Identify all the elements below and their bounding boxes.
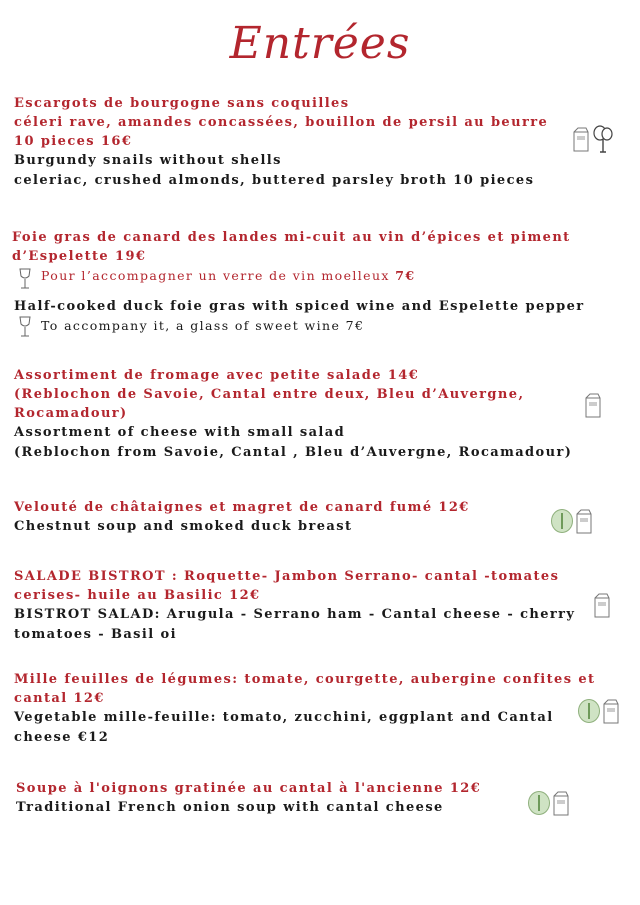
dish-1-en-line-1: Burgundy snails without shells [14,153,282,168]
dish-2-fr-line-2: d’Espelette 19€ [12,249,147,264]
dish-1-en-line-2: celeriac, crushed almonds, buttered parsley broth 10 pieces [14,173,535,188]
page-title: Entrées [229,18,411,69]
carton-icon [584,391,602,419]
carton-icon [602,697,620,725]
wine-glass-icon [18,268,32,290]
dish-2-wine-fr-price: 7€ [395,268,416,283]
dish-6-icons [578,697,620,725]
dish-3-fr-line-2: (Reblochon de Savoie, Cantal entre deux, Bleu d’Auvergne, [14,387,525,402]
dish-1-fr-line-1: Escargots de bourgogne sans coquilles [14,96,350,111]
dish-2-wine-fr-text: Pour l’accompagner un verre de vin moelleux [41,268,390,283]
wine-glass-icon [18,316,32,338]
dish-7-fr-line-1: Soupe à l'oignons gratinée au cantal à l'ancienne 12€ [16,781,482,796]
carton-icon [593,591,611,619]
carton-icon [572,125,590,153]
dish-5-icons [593,591,611,619]
dish-5-fr-line-2: cerises- huile au Basilic 12€ [14,588,261,603]
dish-7-en-line-1: Traditional French onion soup with cantal cheese [16,800,444,815]
dish-3-en-line-1: Assortment of cheese with small salad [14,425,346,440]
dish-4-icons [551,507,593,535]
dish-4-en-line-1: Chestnut soup and smoked duck breast [14,519,353,534]
carton-icon [552,789,570,817]
nut-icon [578,699,600,723]
dish-5-fr-line-1: SALADE BISTROT : Roquette- Jambon Serrano- cantal -tomates [14,569,560,584]
dish-2-fr-line-1: Foie gras de canard des landes mi-cuit au vin d’épices et piment [12,230,571,245]
dish-6-en-line-1: Vegetable mille-feuille: tomato, zucchini, eggplant and Cantal [14,710,554,725]
nut-icon [551,509,573,533]
dish-1-icons [572,124,614,154]
garlic-icon [592,124,614,154]
dish-6-fr-line-1: Mille feuilles de légumes: tomate, courgette, aubergine confites et [14,672,596,687]
nut-icon [528,791,550,815]
dish-3-fr-line-1: Assortiment de fromage avec petite salade 14€ [14,368,420,383]
dish-3-icons [584,391,602,419]
dish-7-icons [528,789,570,817]
dish-6-en-line-2: cheese €12 [14,730,110,745]
dish-1-fr-line-3: 10 pieces 16€ [14,134,133,149]
dish-3-en-line-2: (Reblochon from Savoie, Cantal , Bleu d’Auvergne, Rocamadour) [14,445,573,460]
dish-2-wine-en: To accompany it, a glass of sweet wine 7€ [41,318,365,333]
dish-1-fr-line-2: céleri rave, amandes concassées, bouillon de persil au beurre [14,115,549,130]
dish-2-wine-fr [41,266,415,285]
dish-5-en-line-2: tomatoes - Basil oi [14,627,177,642]
dish-6-fr-line-2: cantal 12€ [14,691,105,706]
dish-5-en-line-1: BISTROT SALAD: Arugula - Serrano ham - Cantal cheese - cherry [14,607,576,622]
dish-3-fr-line-3: Rocamadour) [14,406,128,421]
dish-4-fr-line-1: Velouté de châtaignes et magret de canard fumé 12€ [14,500,470,515]
carton-icon [575,507,593,535]
dish-2-en-line-1: Half-cooked duck foie gras with spiced wine and Espelette pepper [14,299,585,314]
